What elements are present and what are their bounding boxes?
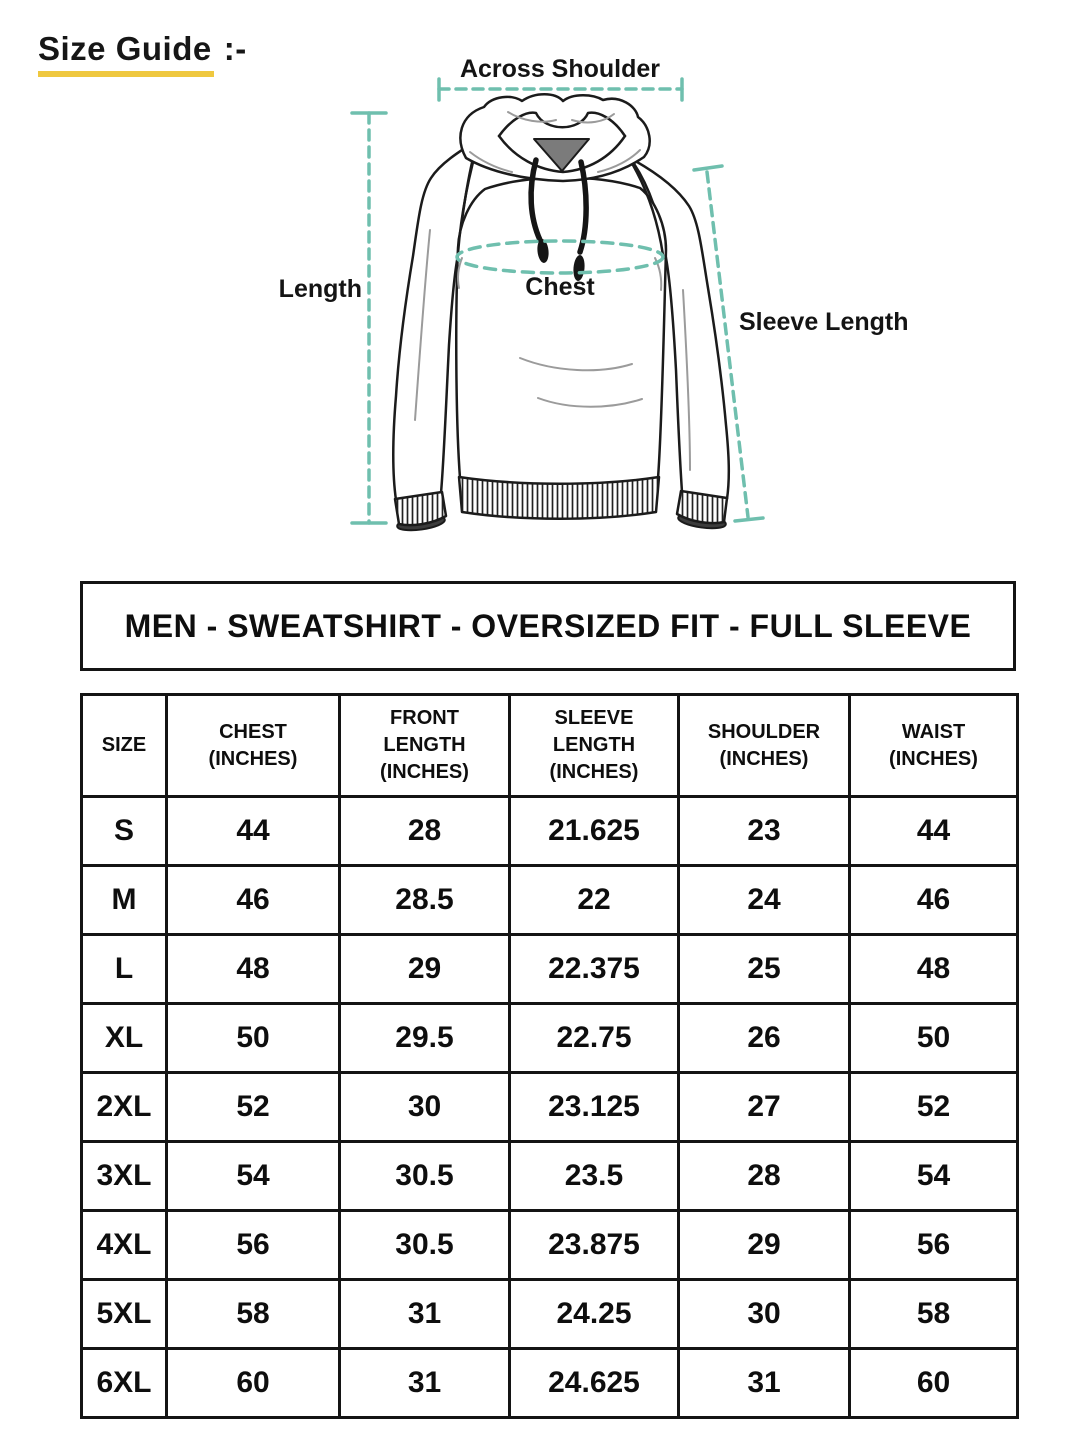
waist-cell: 50 [850,1004,1018,1073]
chest-cell: 58 [167,1280,340,1349]
right-cuff-rib [677,491,727,523]
length-label: Length [278,275,362,303]
size-cell: S [82,797,167,866]
front-length-cell: 29.5 [340,1004,510,1073]
size-cell: L [82,935,167,1004]
table-row-6xl [82,1349,1018,1418]
shoulder-cell: 25 [679,935,850,1004]
sleeve-length-cell: 23.875 [510,1211,679,1280]
size-cell: 4XL [82,1211,167,1280]
shoulder-cell: 23 [679,797,850,866]
table-row-xl [82,1004,1018,1073]
sleeve-length-cell: 22.375 [510,935,679,1004]
sleeve-length-cell: 22 [510,866,679,935]
sleeve-length-label: Sleeve Length [739,308,909,336]
table-row-m [82,866,1018,935]
hoodie-hood [460,94,649,181]
shoulder-cell: 27 [679,1073,850,1142]
across-shoulder-label: Across Shoulder [459,55,661,83]
left-cuff-rib [395,492,446,525]
shoulder-cell: 28 [679,1142,850,1211]
front-length-cell: 29 [340,935,510,1004]
table-row-4xl [82,1211,1018,1280]
page-title-suffix: :- [223,30,247,67]
table-row-2xl [82,1073,1018,1142]
waist-cell: 54 [850,1142,1018,1211]
waist-cell: 56 [850,1211,1018,1280]
front-length-cell: 30.5 [340,1142,510,1211]
waist-cell: 48 [850,935,1018,1004]
waist-cell: 52 [850,1073,1018,1142]
col-header-waist: WAIST (INCHES) [850,695,1018,797]
waist-cell: 58 [850,1280,1018,1349]
size-cell: XL [82,1004,167,1073]
waist-cell: 44 [850,797,1018,866]
hem-rib [459,477,659,519]
chest-cell: 54 [167,1142,340,1211]
front-length-cell: 28.5 [340,866,510,935]
chest-cell: 46 [167,866,340,935]
hoodie-body [456,178,666,485]
front-length-cell: 31 [340,1349,510,1418]
table-row-5xl [82,1280,1018,1349]
chest-cell: 50 [167,1004,340,1073]
chest-label: Chest [525,273,595,301]
size-cell: 6XL [82,1349,167,1418]
shoulder-cell: 30 [679,1280,850,1349]
col-header-shoulder: SHOULDER (INCHES) [679,695,850,797]
size-cell: 3XL [82,1142,167,1211]
sleeve-length-cell: 24.25 [510,1280,679,1349]
header-row [82,695,1018,797]
size-cell: 5XL [82,1280,167,1349]
page-title-text: Size Guide [38,30,214,77]
chest-cell: 56 [167,1211,340,1280]
chest-cell: 48 [167,935,340,1004]
hoodie-measurement-diagram [0,0,1080,575]
chest-cell: 52 [167,1073,340,1142]
col-header-front-length: FRONT LENGTH (INCHES) [340,695,510,797]
front-length-cell: 30.5 [340,1211,510,1280]
sleeve-length-cell: 23.125 [510,1073,679,1142]
front-length-cell: 28 [340,797,510,866]
sleeve-length-cell: 23.5 [510,1142,679,1211]
size-cell: 2XL [82,1073,167,1142]
chest-cell: 44 [167,797,340,866]
sleeve-length-cell: 22.75 [510,1004,679,1073]
sleeve-length-cell: 24.625 [510,1349,679,1418]
shoulder-cell: 29 [679,1211,850,1280]
shoulder-cell: 24 [679,866,850,935]
sleeve-length-cell: 21.625 [510,797,679,866]
size-chart-table [80,693,1019,1419]
table-row-s [82,797,1018,866]
col-header-chest: CHEST (INCHES) [167,695,340,797]
size-chart-body [82,797,1018,1418]
size-cell: M [82,866,167,935]
shoulder-cell: 31 [679,1349,850,1418]
col-header-size: SIZE [82,695,167,797]
waist-cell: 46 [850,866,1018,935]
table-row-l [82,935,1018,1004]
size-chart-header [82,695,1018,797]
waist-cell: 60 [850,1349,1018,1418]
table-row-3xl [82,1142,1018,1211]
product-banner: MEN - SWEATSHIRT - OVERSIZED FIT - FULL SLEEVE [80,581,1016,671]
front-length-cell: 31 [340,1280,510,1349]
shoulder-cell: 26 [679,1004,850,1073]
hoodie-illustration [393,94,728,533]
chest-cell: 60 [167,1349,340,1418]
col-header-sleeve-length: SLEEVE LENGTH (INCHES) [510,695,679,797]
front-length-cell: 30 [340,1073,510,1142]
